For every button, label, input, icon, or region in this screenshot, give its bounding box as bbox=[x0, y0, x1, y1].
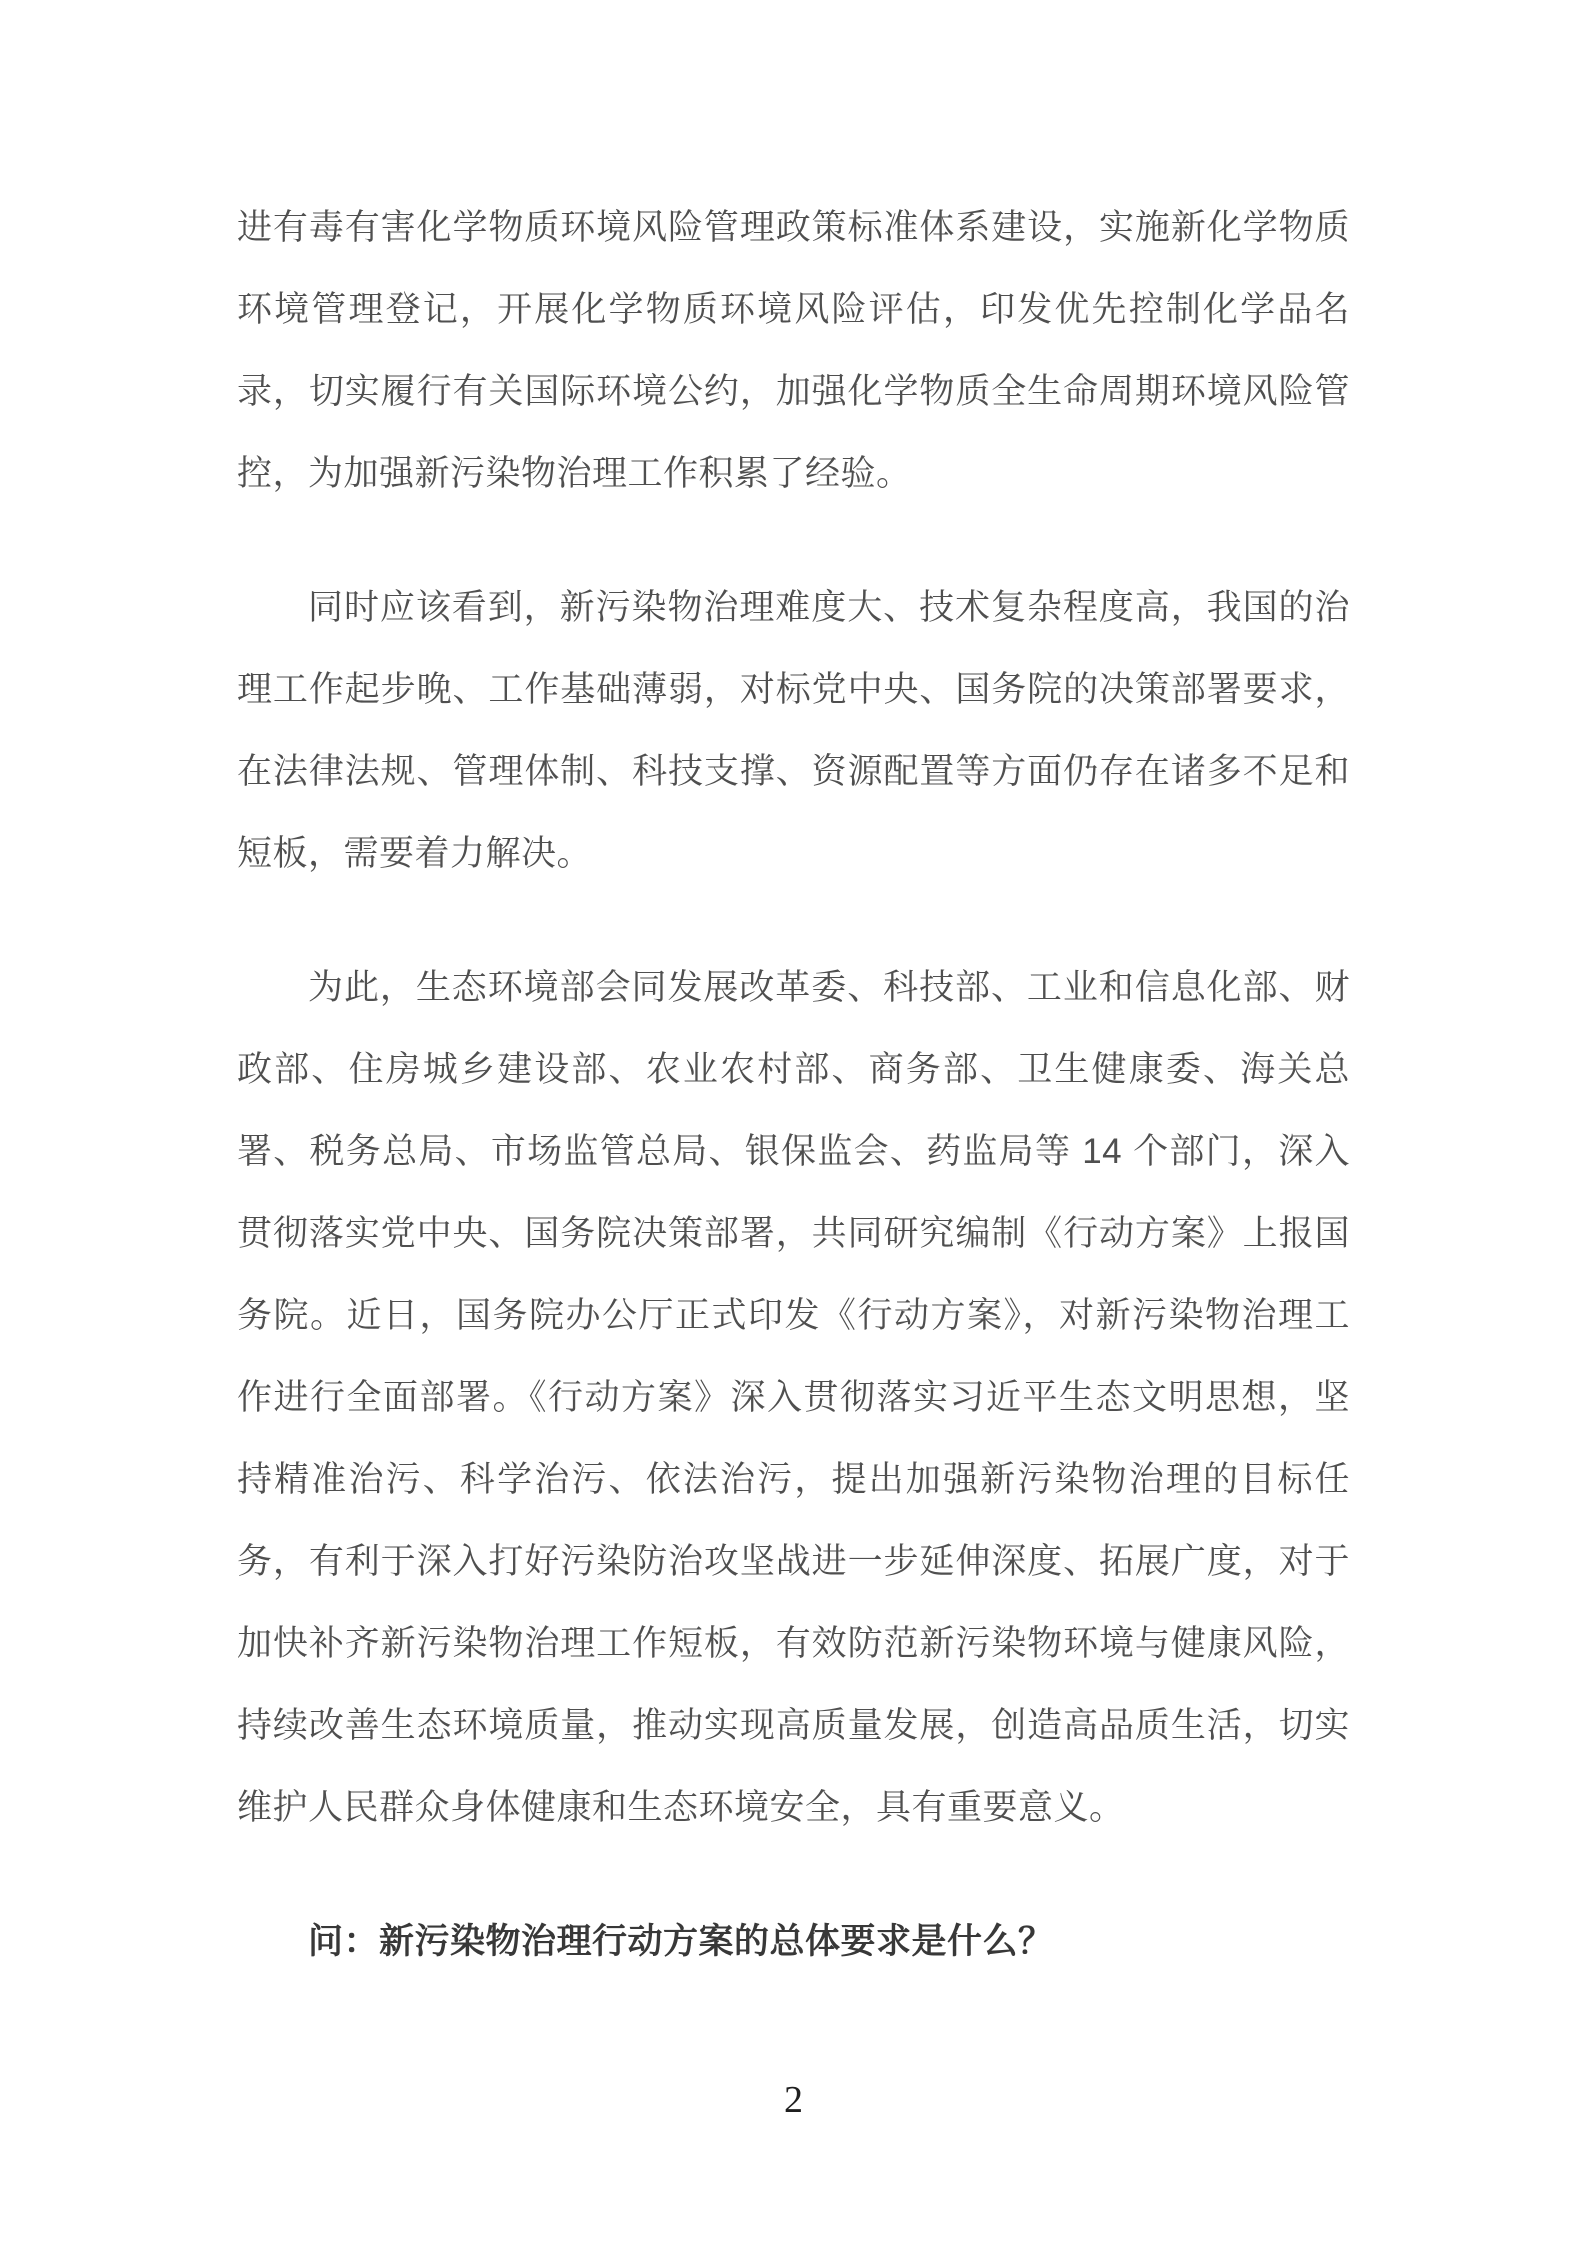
page-footer bbox=[0, 2078, 1587, 2122]
question-heading: 问：新污染物治理行动方案的总体要求是什么？ bbox=[308, 1922, 1054, 1961]
page-number: 2 bbox=[784, 2079, 803, 2121]
paragraph-continuation: 进有毒有害化学物质环境风险管理政策标准体系建设，实施新化学物质环境管理登记，开展化学物质环境风险评估，印发优先控制化学品名录，切实履行有关国际环境公约，加强化学物质全生命周期环境风险管控，为加强新污染物治理工作积累了经验。 bbox=[237, 208, 1350, 493]
paragraph-action-plan: 为此，生态环境部会同发展改革委、科技部、工业和信息化部、财政部、住房城乡建设部、农业农村部、商务部、卫生健康委、海关总署、税务总局、市场监管总局、银保监会、药监局等 14 个部门，深入贯彻落实党中央、国务院决策部署，共同研究编制《行动方案》上报国务院。近日，国务院办公厅正式印发《行动方案》，对新污染物治理工作进行全面部署。《行动方案》深入贯彻落实习近平生态文明思想，坚持精准治污、科学治污、依法治污，提出加强新污染物治理的目标任务，有利于深入打好污染防治攻坚战进一步延伸深度、拓展广度，对于加快补齐新污染物治理工作短板，有效防范新污染物环境与健康风险，持续改善生态环境质量，推动实现高质量发展，创造高品质生活，切实维护人民群众身体健康和生态环境安全，具有重要意义。 bbox=[237, 968, 1350, 1827]
document-body bbox=[237, 187, 1350, 1983]
paragraph-challenges: 同时应该看到，新污染物治理难度大、技术复杂程度高，我国的治理工作起步晚、工作基础薄弱，对标党中央、国务院的决策部署要求，在法律法规、管理体制、科技支撑、资源配置等方面仍存在诸多不足和短板，需要着力解决。 bbox=[237, 588, 1350, 873]
